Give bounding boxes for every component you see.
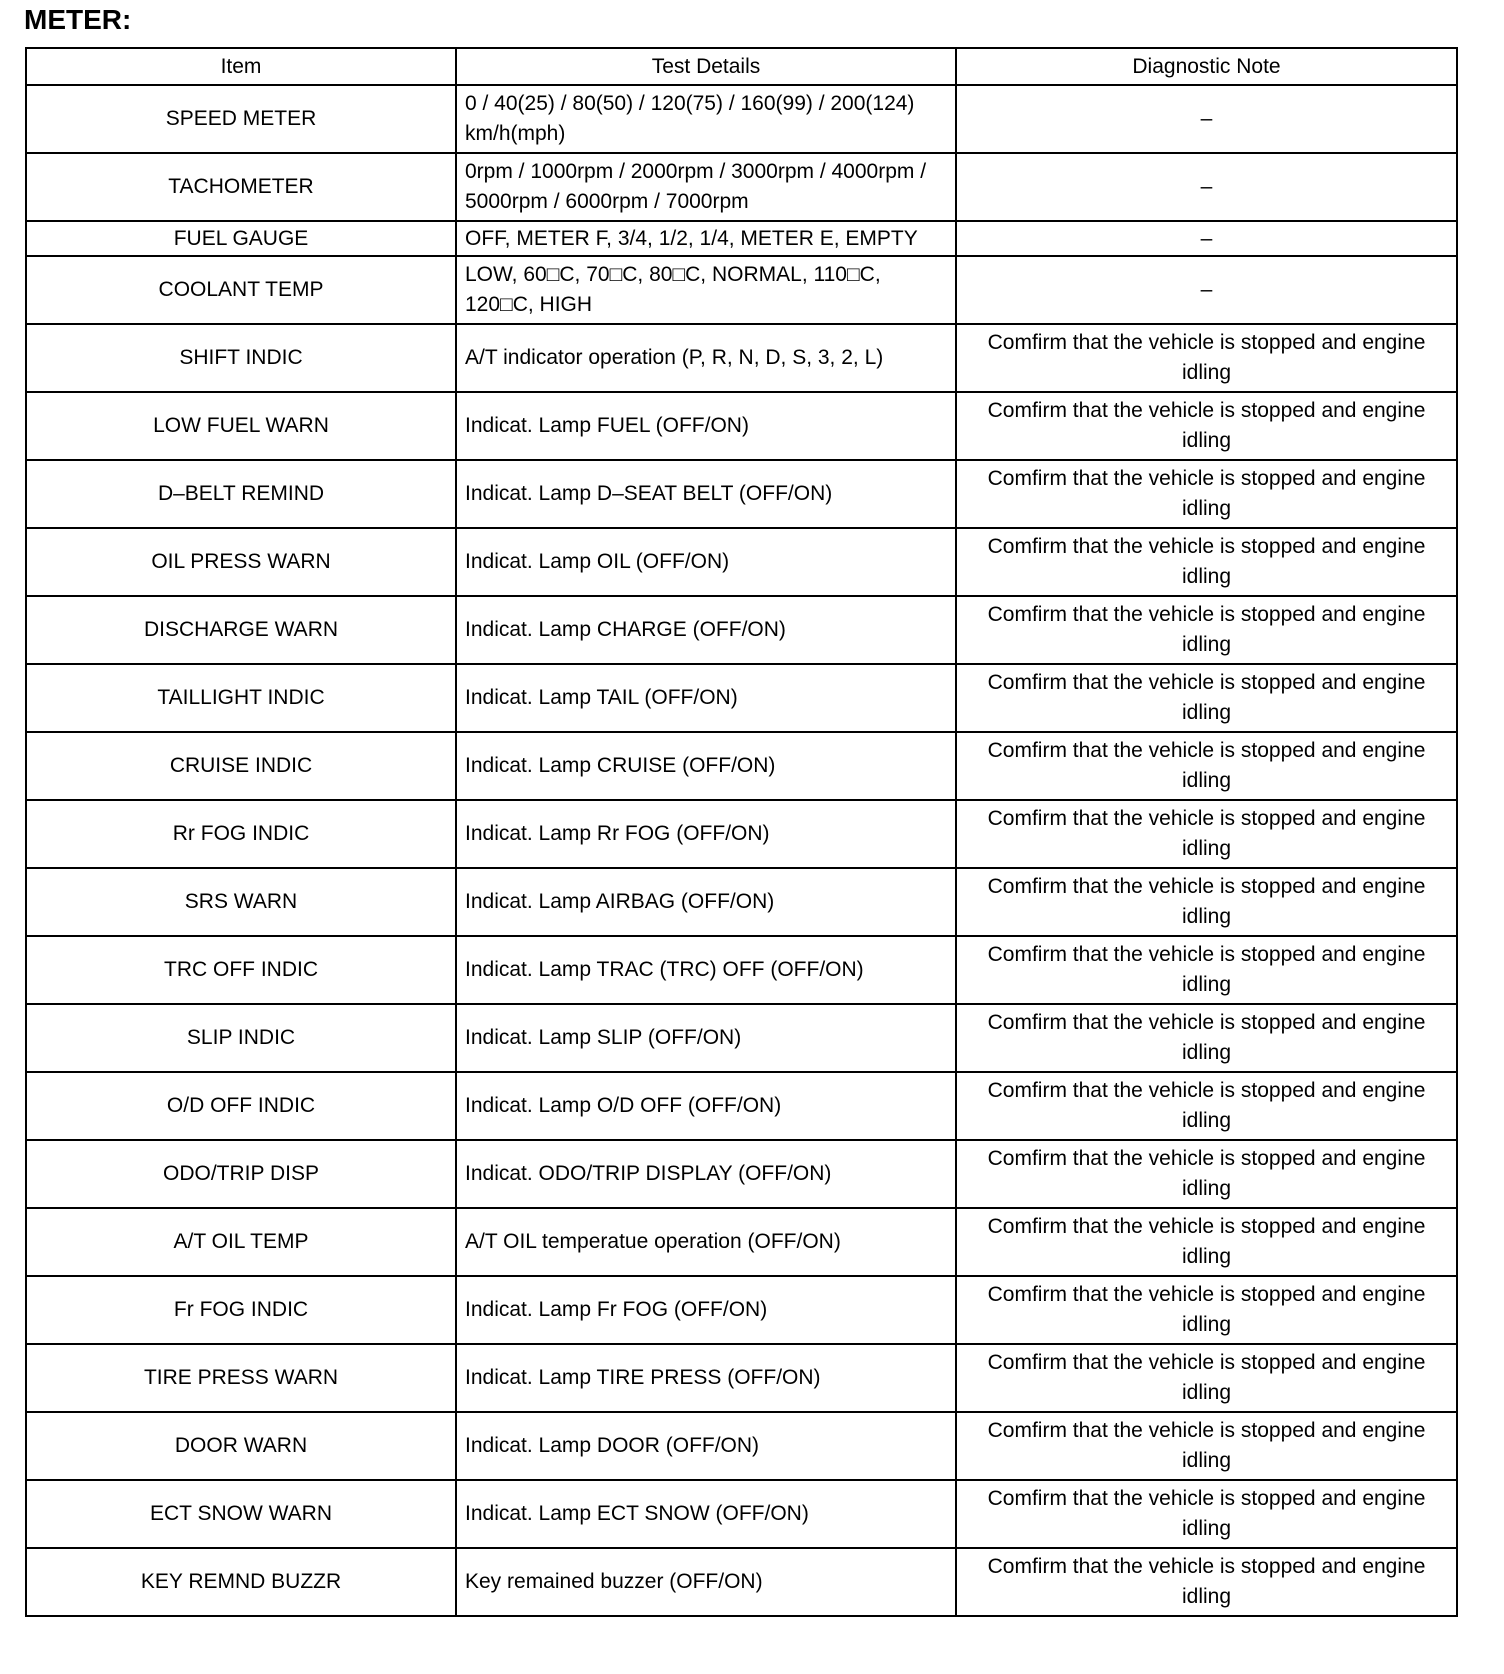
diagnostic-note-cell: Comfirm that the vehicle is stopped and engine idling bbox=[956, 1276, 1457, 1344]
test-details-cell: OFF, METER F, 3/4, 1/2, 1/4, METER E, EMPTY bbox=[456, 221, 956, 256]
test-details-cell: LOW, 60□C, 70□C, 80□C, NORMAL, 110□C, 120□C, HIGH bbox=[456, 256, 956, 324]
item-cell: SLIP INDIC bbox=[26, 1004, 456, 1072]
table-row bbox=[26, 936, 1457, 1004]
test-details-cell: A/T indicator operation (P, R, N, D, S, 3, 2, L) bbox=[456, 324, 956, 392]
table-row bbox=[26, 1480, 1457, 1548]
test-details-cell: Indicat. Lamp TIRE PRESS (OFF/ON) bbox=[456, 1344, 956, 1412]
table-row bbox=[26, 256, 1457, 324]
test-details-cell: Indicat. Lamp TRAC (TRC) OFF (OFF/ON) bbox=[456, 936, 956, 1004]
table-row bbox=[26, 596, 1457, 664]
test-details-cell: Key remained buzzer (OFF/ON) bbox=[456, 1548, 956, 1616]
table-row bbox=[26, 868, 1457, 936]
header-row bbox=[26, 48, 1457, 85]
test-details-cell: Indicat. Lamp O/D OFF (OFF/ON) bbox=[456, 1072, 956, 1140]
item-cell: OIL PRESS WARN bbox=[26, 528, 456, 596]
diagnostic-note-cell: Comfirm that the vehicle is stopped and engine idling bbox=[956, 1208, 1457, 1276]
diagnostic-note-cell: Comfirm that the vehicle is stopped and engine idling bbox=[956, 596, 1457, 664]
item-cell: ODO/TRIP DISP bbox=[26, 1140, 456, 1208]
diagnostic-note-cell: Comfirm that the vehicle is stopped and engine idling bbox=[956, 460, 1457, 528]
test-details-cell: Indicat. Lamp SLIP (OFF/ON) bbox=[456, 1004, 956, 1072]
table-row bbox=[26, 85, 1457, 153]
diagnostic-note-cell: Comfirm that the vehicle is stopped and engine idling bbox=[956, 1548, 1457, 1616]
table-row bbox=[26, 1004, 1457, 1072]
item-cell: TAILLIGHT INDIC bbox=[26, 664, 456, 732]
table-row bbox=[26, 392, 1457, 460]
test-details-cell: Indicat. Lamp ECT SNOW (OFF/ON) bbox=[456, 1480, 956, 1548]
diagnostic-note-cell: Comfirm that the vehicle is stopped and engine idling bbox=[956, 1344, 1457, 1412]
diagnostic-note-cell: Comfirm that the vehicle is stopped and engine idling bbox=[956, 528, 1457, 596]
test-details-cell: Indicat. Lamp CHARGE (OFF/ON) bbox=[456, 596, 956, 664]
test-details-cell: A/T OIL temperatue operation (OFF/ON) bbox=[456, 1208, 956, 1276]
column-header-diagnostic-note: Diagnostic Note bbox=[956, 48, 1457, 85]
item-cell: D–BELT REMIND bbox=[26, 460, 456, 528]
meter-table bbox=[25, 47, 1458, 1617]
item-cell: A/T OIL TEMP bbox=[26, 1208, 456, 1276]
diagnostic-note-cell: – bbox=[956, 256, 1457, 324]
test-details-cell: Indicat. Lamp Rr FOG (OFF/ON) bbox=[456, 800, 956, 868]
item-cell: Fr FOG INDIC bbox=[26, 1276, 456, 1344]
test-details-cell: Indicat. Lamp Fr FOG (OFF/ON) bbox=[456, 1276, 956, 1344]
table-row bbox=[26, 1276, 1457, 1344]
item-cell: O/D OFF INDIC bbox=[26, 1072, 456, 1140]
diagnostic-note-cell: Comfirm that the vehicle is stopped and engine idling bbox=[956, 800, 1457, 868]
item-cell: LOW FUEL WARN bbox=[26, 392, 456, 460]
test-details-cell: Indicat. Lamp OIL (OFF/ON) bbox=[456, 528, 956, 596]
table-row bbox=[26, 221, 1457, 256]
test-details-cell: Indicat. ODO/TRIP DISPLAY (OFF/ON) bbox=[456, 1140, 956, 1208]
table-row bbox=[26, 153, 1457, 221]
item-cell: COOLANT TEMP bbox=[26, 256, 456, 324]
table-row bbox=[26, 324, 1457, 392]
test-details-cell: Indicat. Lamp TAIL (OFF/ON) bbox=[456, 664, 956, 732]
item-cell: KEY REMND BUZZR bbox=[26, 1548, 456, 1616]
test-details-cell: Indicat. Lamp FUEL (OFF/ON) bbox=[456, 392, 956, 460]
table-row bbox=[26, 1548, 1457, 1616]
item-cell: SPEED METER bbox=[26, 85, 456, 153]
diagnostic-note-cell: Comfirm that the vehicle is stopped and engine idling bbox=[956, 1480, 1457, 1548]
table-row bbox=[26, 1072, 1457, 1140]
table-row bbox=[26, 732, 1457, 800]
diagnostic-note-cell: Comfirm that the vehicle is stopped and engine idling bbox=[956, 1140, 1457, 1208]
table-row bbox=[26, 1208, 1457, 1276]
table-row bbox=[26, 528, 1457, 596]
test-details-cell: Indicat. Lamp AIRBAG (OFF/ON) bbox=[456, 868, 956, 936]
item-cell: ECT SNOW WARN bbox=[26, 1480, 456, 1548]
test-details-cell: 0 / 40(25) / 80(50) / 120(75) / 160(99) / 200(124) km/h(mph) bbox=[456, 85, 956, 153]
column-header-item: Item bbox=[26, 48, 456, 85]
item-cell: TIRE PRESS WARN bbox=[26, 1344, 456, 1412]
diagnostic-note-cell: Comfirm that the vehicle is stopped and engine idling bbox=[956, 324, 1457, 392]
diagnostic-note-cell: Comfirm that the vehicle is stopped and engine idling bbox=[956, 732, 1457, 800]
column-header-test-details: Test Details bbox=[456, 48, 956, 85]
test-details-cell: Indicat. Lamp DOOR (OFF/ON) bbox=[456, 1412, 956, 1480]
item-cell: TACHOMETER bbox=[26, 153, 456, 221]
diagnostic-note-cell: Comfirm that the vehicle is stopped and engine idling bbox=[956, 1004, 1457, 1072]
item-cell: CRUISE INDIC bbox=[26, 732, 456, 800]
table-row bbox=[26, 1344, 1457, 1412]
page-title: METER: bbox=[24, 4, 132, 35]
test-details-cell: 0rpm / 1000rpm / 2000rpm / 3000rpm / 4000rpm / 5000rpm / 6000rpm / 7000rpm bbox=[456, 153, 956, 221]
item-cell: FUEL GAUGE bbox=[26, 221, 456, 256]
table-row bbox=[26, 1140, 1457, 1208]
test-details-cell: Indicat. Lamp D–SEAT BELT (OFF/ON) bbox=[456, 460, 956, 528]
diagnostic-note-cell: Comfirm that the vehicle is stopped and engine idling bbox=[956, 936, 1457, 1004]
diagnostic-note-cell: – bbox=[956, 221, 1457, 256]
table-header bbox=[26, 48, 1457, 85]
diagnostic-note-cell: – bbox=[956, 153, 1457, 221]
table-row bbox=[26, 1412, 1457, 1480]
table-row bbox=[26, 800, 1457, 868]
table-body bbox=[26, 85, 1457, 1616]
item-cell: Rr FOG INDIC bbox=[26, 800, 456, 868]
item-cell: TRC OFF INDIC bbox=[26, 936, 456, 1004]
diagnostic-note-cell: Comfirm that the vehicle is stopped and engine idling bbox=[956, 1412, 1457, 1480]
item-cell: SHIFT INDIC bbox=[26, 324, 456, 392]
table-row bbox=[26, 664, 1457, 732]
diagnostic-note-cell: Comfirm that the vehicle is stopped and engine idling bbox=[956, 392, 1457, 460]
table-row bbox=[26, 460, 1457, 528]
test-details-cell: Indicat. Lamp CRUISE (OFF/ON) bbox=[456, 732, 956, 800]
diagnostic-note-cell: – bbox=[956, 85, 1457, 153]
diagnostic-note-cell: Comfirm that the vehicle is stopped and engine idling bbox=[956, 1072, 1457, 1140]
diagnostic-note-cell: Comfirm that the vehicle is stopped and engine idling bbox=[956, 868, 1457, 936]
item-cell: SRS WARN bbox=[26, 868, 456, 936]
item-cell: DISCHARGE WARN bbox=[26, 596, 456, 664]
item-cell: DOOR WARN bbox=[26, 1412, 456, 1480]
diagnostic-note-cell: Comfirm that the vehicle is stopped and engine idling bbox=[956, 664, 1457, 732]
